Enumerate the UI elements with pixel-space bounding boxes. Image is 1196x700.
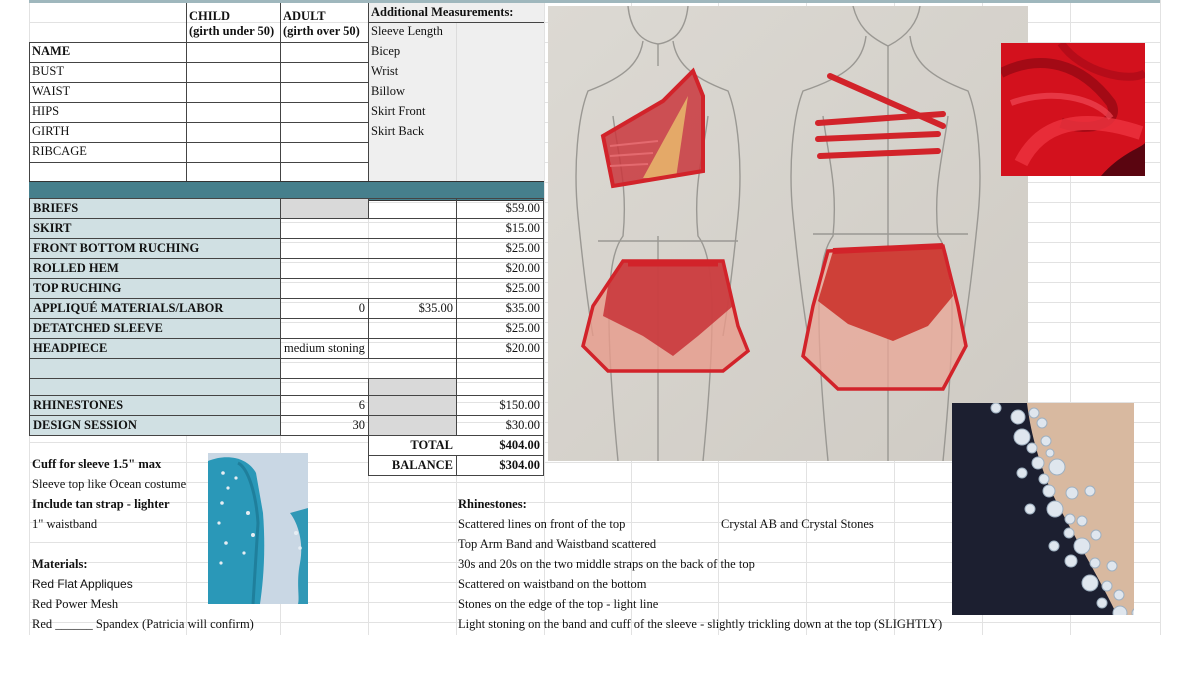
additional-measurement-label: Billow: [371, 84, 406, 98]
blank-cell[interactable]: [280, 358, 457, 379]
price-item-label: FRONT BOTTOM RUCHING: [29, 238, 281, 259]
qty-cell[interactable]: [280, 258, 457, 279]
price-cell[interactable]: $25.00: [456, 238, 544, 259]
price-item-label: ROLLED HEM: [29, 258, 281, 279]
measurement-label: HIPS: [32, 104, 60, 118]
unit-price-cell[interactable]: $35.00: [368, 298, 457, 319]
qty-cell[interactable]: [280, 198, 369, 219]
additional-measurements-title: Additional Measurements:: [368, 3, 544, 23]
child-value-input[interactable]: [186, 42, 280, 62]
child-value-input[interactable]: [186, 122, 280, 142]
unit-price-cell[interactable]: [368, 318, 457, 339]
extra-price-cell[interactable]: $150.00: [456, 395, 544, 416]
price-cell[interactable]: $35.00: [456, 298, 544, 319]
child-value-input[interactable]: [186, 82, 280, 102]
extra-item-label: DESIGN SESSION: [29, 415, 281, 436]
extra-price-cell[interactable]: $30.00: [456, 415, 544, 436]
total-value[interactable]: $404.00: [456, 435, 544, 456]
price-cell[interactable]: $20.00: [456, 338, 544, 359]
price-item-label: SKIRT: [29, 218, 281, 239]
extra-item-label: RHINESTONES: [29, 395, 281, 416]
measurement-label: GIRTH: [32, 124, 70, 138]
adult-value-input[interactable]: [280, 42, 368, 62]
note-tan-strap[interactable]: Include tan strap - lighter: [32, 497, 170, 511]
rhinestone-line[interactable]: Light stoning on the band and cuff of the sleeve - slightly trickling down at the top (SLIGHTLY): [458, 617, 943, 631]
extra-qty-cell[interactable]: 30: [280, 415, 369, 436]
costume-sketch-image[interactable]: [548, 6, 1028, 461]
price-item-label: TOP RUCHING: [29, 278, 281, 299]
measurement-label: WAIST: [32, 84, 71, 98]
price-cell[interactable]: $15.00: [456, 218, 544, 239]
measurement-label: BUST: [32, 64, 64, 78]
material-item[interactable]: Red Power Mesh: [32, 597, 119, 611]
blank-label: [29, 358, 281, 379]
price-cell[interactable]: $25.00: [456, 318, 544, 339]
price-item-label: APPLIQUÉ MATERIALS/LABOR: [29, 298, 281, 319]
price-item-label: DETATCHED SLEEVE: [29, 318, 281, 339]
adult-header-line2: (girth over 50): [283, 24, 360, 38]
qty-cell[interactable]: medium stoning: [280, 338, 369, 359]
extra-unit-cell[interactable]: [368, 415, 457, 436]
blank-cell[interactable]: [456, 358, 544, 379]
child-value-input[interactable]: [186, 62, 280, 82]
unit-price-cell[interactable]: [368, 338, 457, 359]
material-item[interactable]: Red Flat Appliques: [32, 577, 133, 591]
additional-measurement-label: Wrist: [371, 64, 399, 78]
blank-label: [29, 378, 281, 396]
adult-value-input[interactable]: [280, 142, 368, 162]
extra-qty-cell[interactable]: 6: [280, 395, 369, 416]
divider: [368, 3, 369, 182]
qty-cell[interactable]: 0: [280, 298, 369, 319]
grid-col-line: [1160, 0, 1161, 635]
blank-cell[interactable]: [456, 378, 544, 396]
rhinestone-line[interactable]: Scattered lines on front of the top: [458, 517, 626, 531]
adult-value-input[interactable]: [280, 102, 368, 122]
adult-value-input[interactable]: [280, 62, 368, 82]
measurement-label: RIBCAGE: [32, 144, 87, 158]
qty-cell[interactable]: [280, 238, 457, 259]
child-header-line1: CHILD: [189, 9, 230, 23]
extra-unit-cell[interactable]: [368, 395, 457, 416]
additional-measurement-label: Sleeve Length: [371, 24, 443, 38]
rhinestone-line[interactable]: 30s and 20s on the two middle straps on the back of the top: [458, 557, 755, 571]
materials-title: Materials:: [32, 557, 88, 571]
adult-header-line1: ADULT: [283, 9, 326, 23]
balance-label: BALANCE: [368, 455, 457, 476]
rhinestones-photo-image[interactable]: [952, 403, 1134, 615]
additional-measurement-label: Skirt Back: [371, 124, 425, 138]
additional-measurement-label: Bicep: [371, 44, 401, 58]
price-cell[interactable]: $59.00: [456, 198, 544, 219]
rhinestone-line[interactable]: Scattered on waistband on the bottom: [458, 577, 647, 591]
material-item[interactable]: Red ______ Spandex (Patricia will confirm): [32, 617, 254, 631]
blank-cell[interactable]: [280, 378, 369, 396]
stone-type[interactable]: Crystal AB and Crystal Stones: [721, 517, 874, 531]
note-waistband[interactable]: 1" waistband: [32, 517, 98, 531]
price-item-label: BRIEFS: [29, 198, 281, 219]
divider: [456, 22, 457, 182]
price-cell[interactable]: $20.00: [456, 258, 544, 279]
rhinestone-line[interactable]: Top Arm Band and Waistband scattered: [458, 537, 657, 551]
rhinestones-title: Rhinestones:: [458, 497, 527, 511]
child-header-line2: (girth under 50): [189, 24, 275, 38]
measurement-label: NAME: [32, 44, 71, 58]
measurement-row: [29, 162, 368, 182]
total-label: TOTAL: [368, 435, 457, 456]
adult-value-input[interactable]: [280, 122, 368, 142]
unit-cell[interactable]: [368, 198, 457, 219]
note-cuff[interactable]: Cuff for sleeve 1.5" max: [32, 457, 162, 471]
price-cell[interactable]: $25.00: [456, 278, 544, 299]
qty-cell[interactable]: [280, 278, 457, 299]
balance-value[interactable]: $304.00: [456, 455, 544, 476]
qty-cell[interactable]: [280, 318, 369, 339]
qty-cell[interactable]: [280, 218, 457, 239]
child-value-input[interactable]: [186, 142, 280, 162]
sleeve-reference-image[interactable]: [208, 453, 308, 604]
top-frozen-bar: [29, 0, 1160, 3]
adult-value-input[interactable]: [280, 82, 368, 102]
note-sleeve-top[interactable]: Sleeve top like Ocean costume: [32, 477, 187, 491]
child-value-input[interactable]: [186, 102, 280, 122]
blank-cell[interactable]: [368, 378, 457, 396]
rhinestone-line[interactable]: Stones on the edge of the top - light line: [458, 597, 659, 611]
red-fabric-swatch-image[interactable]: [1001, 43, 1145, 176]
additional-measurement-label: Skirt Front: [371, 104, 426, 118]
price-item-label: HEADPIECE: [29, 338, 281, 359]
